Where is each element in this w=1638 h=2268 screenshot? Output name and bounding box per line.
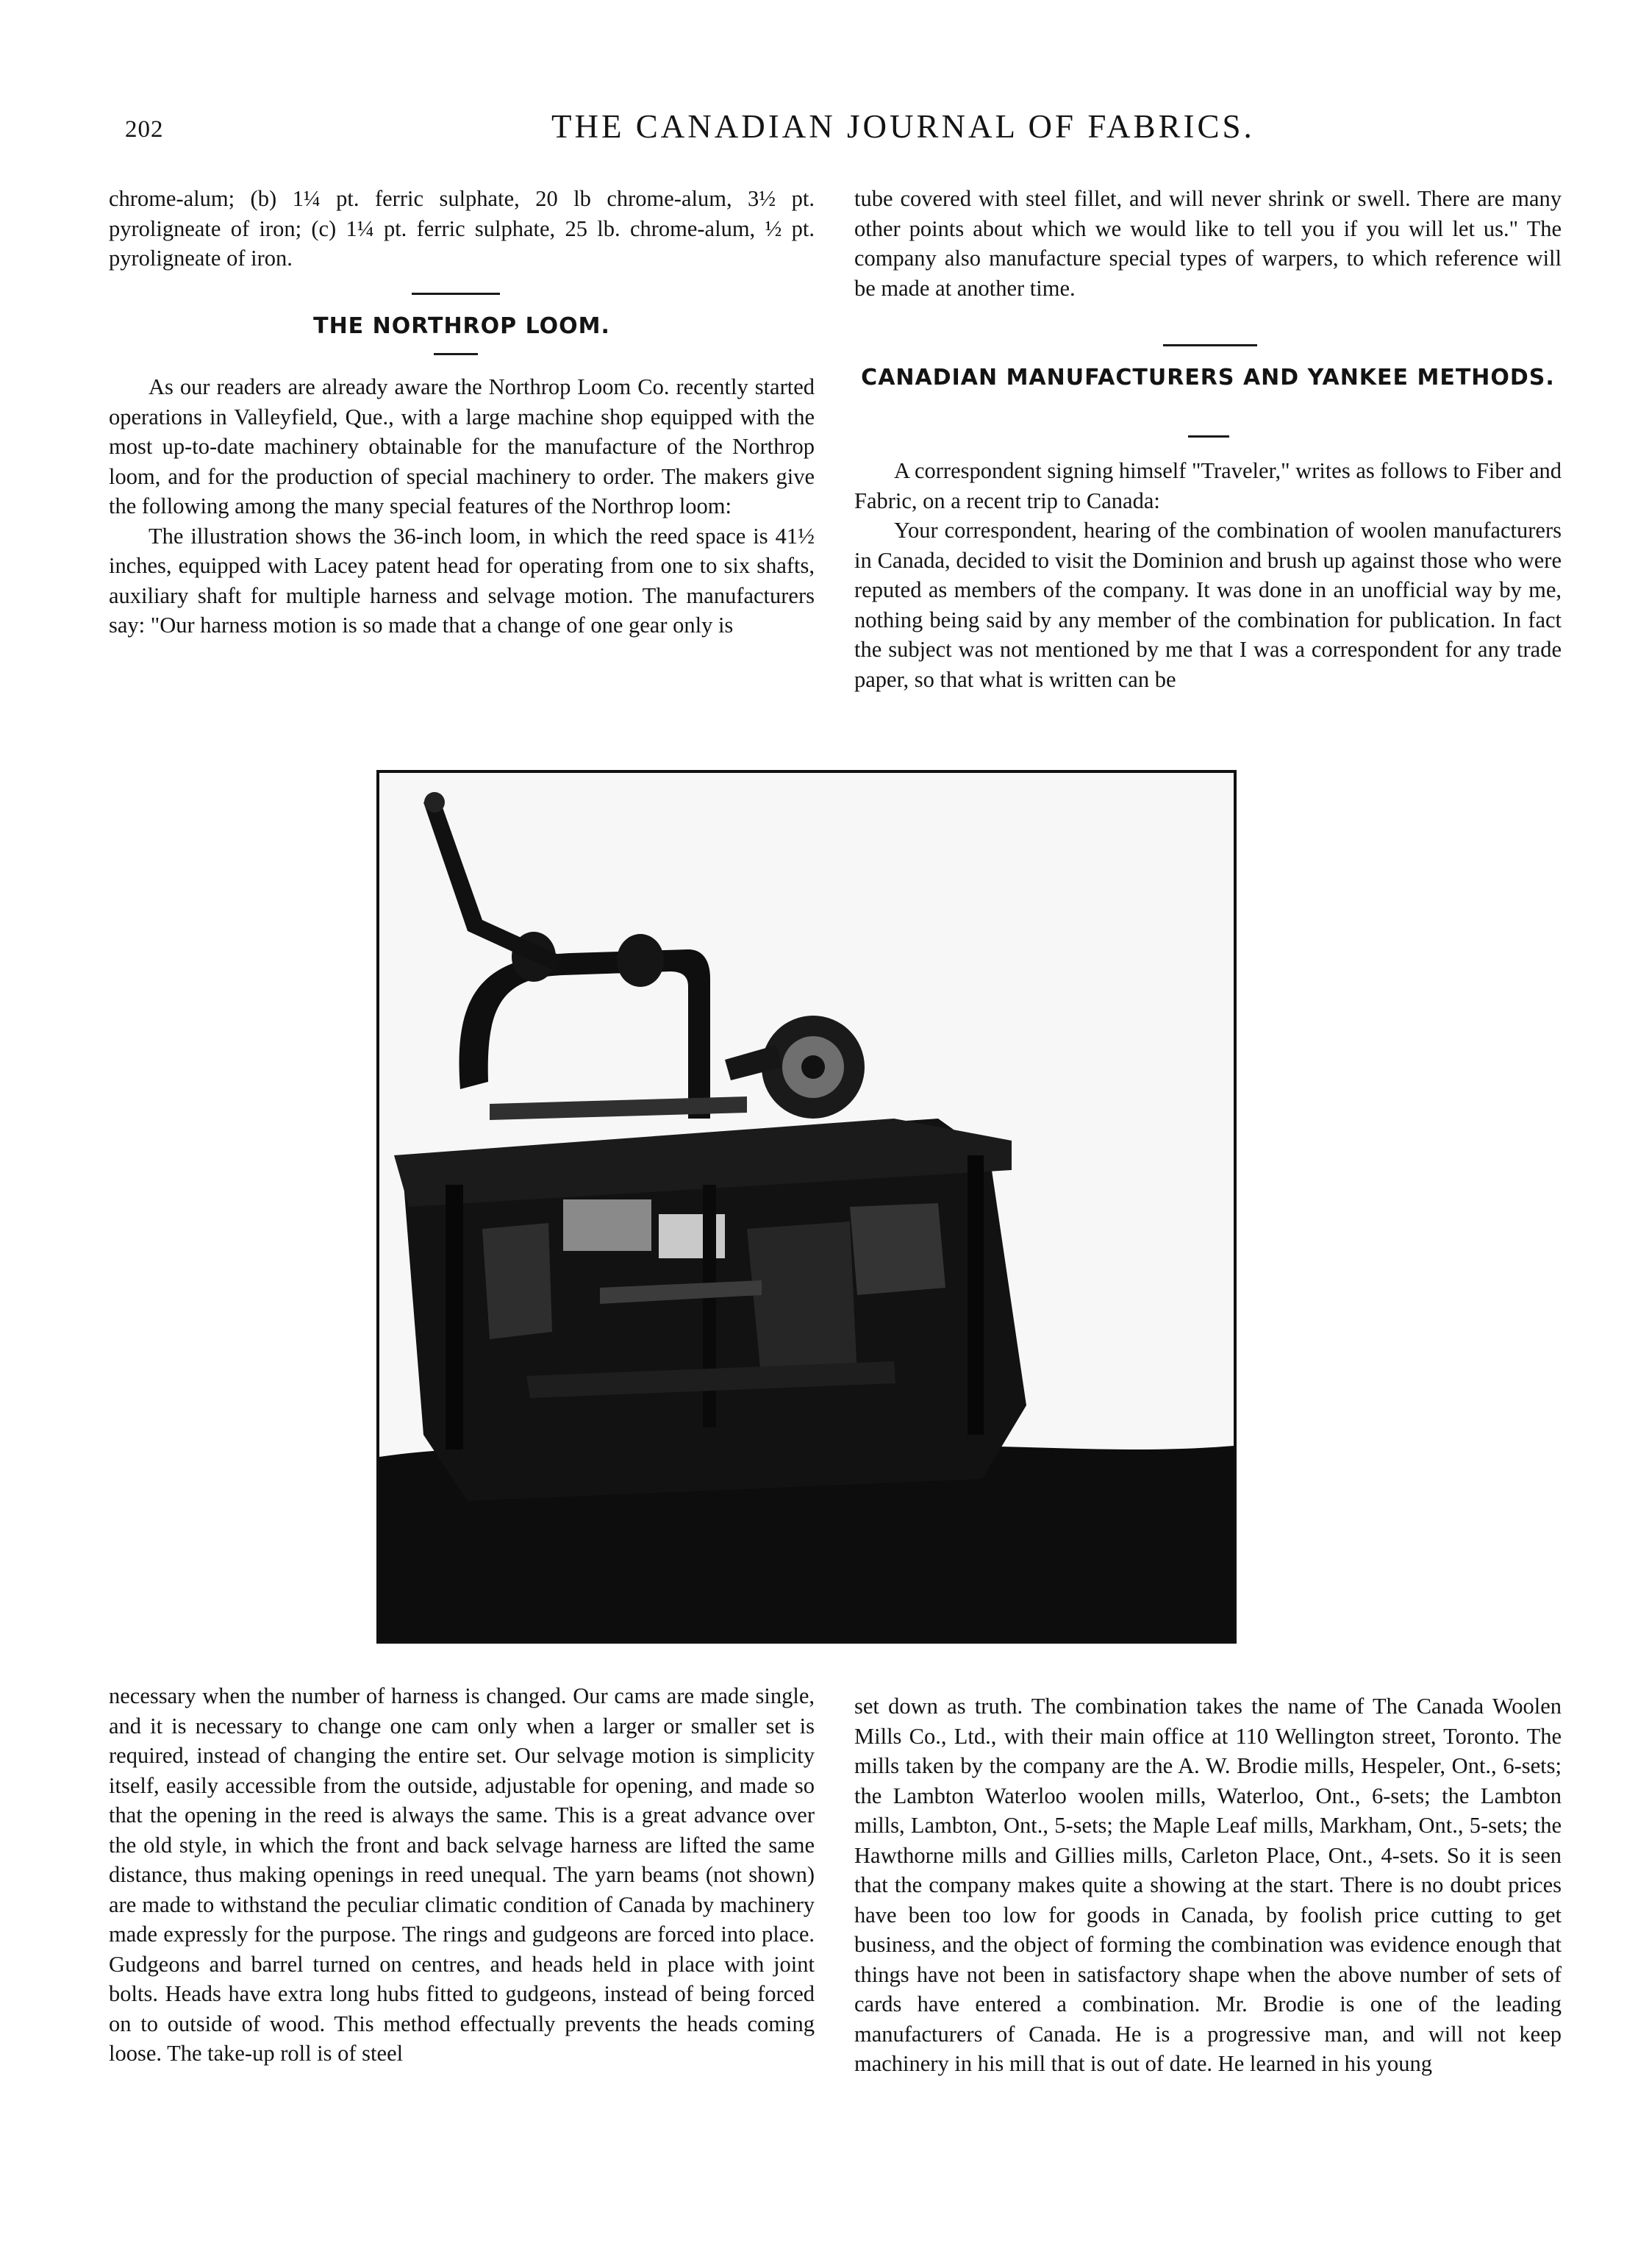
right-column-bottom (854, 1691, 1562, 2079)
loom-features-text: necessary when the number of harness is changed. Our cams are made single, and it is necessary to change one cam only when a larger or smaller set is required, instead of changing the entire set. Our selvage motion is simplicity itself, easily accessible from the outside, adjustable for opening, and made so that the opening in the reed is always the same. This is a great advance over the old style, in which the front and back selvage harness are lifted the same distance, thus making openings in reed unequal. The yarn beams (not shown) are made to withstand the peculiar climatic condition of Canada by machinery made expressly for the purpose. The rings and gudgeons are forced into place. Gudgeons and barrel turned on centres, and heads held in place with joint bolts. Heads have extra long hubs fitted to gudgeons, instead of being forced on to outside of wood. This method effectually prevents the heads coming loose. The take-up roll is of steel (109, 1683, 815, 2066)
article-paragraph: Your correspondent, hearing of the combination of woolen manufacturers in Canada, decided to visit the Dominion and brush up against those who were reputed as members of the company. It was done in an unofficial way by me, nothing being said by any member of the combination for publication. In fact the subject was not mentioned by me that I was a correspondent for any trade paper, so that what is written can be (854, 518, 1562, 692)
left-column-bottom (109, 1681, 815, 2069)
heading-underline (434, 353, 478, 355)
loom-continuation-text: tube covered with steel fillet, and will never shrink or swell. There are many other points about which we would like to tell you if you will let us." The company also manufacture special types of warpers, to which reference will be made at another time. (854, 186, 1562, 301)
loom-illustration-icon (379, 773, 1234, 1641)
right-column-top (854, 184, 1562, 303)
article-paragraph: A correspondent signing himself "Traveler," writes as follows to Fiber and Fabric, on a recent trip to Canada: (854, 458, 1562, 513)
northrop-loom-heading: THE NORTHROP LOOM. (313, 313, 610, 339)
loom-illustration (376, 770, 1237, 1644)
northrop-loom-article (109, 372, 815, 641)
article-paragraph: The illustration shows the 36-inch loom, in which the reed space is 41½ inches, equipped with Lacey patent head for operating from one to six shafts, auxiliary shaft for multiple harness and selvage motion. The manufacturers say: "Our harness motion is so made that a change of one gear only is (109, 523, 815, 638)
article-paragraph: As our readers are already aware the Northrop Loom Co. recently started operations in Valleyfield, Que., with a large machine shop equipped with the most up-to-date machinery obtainable for the manufacture of the Northrop loom, and for the production of special machinery to order. The makers give the following among the many special features of the Northrop loom: (109, 374, 815, 518)
heading-underline (1188, 435, 1229, 438)
canadian-manufacturers-heading: CANADIAN MANUFACTURERS AND YANKEE METHODS. (861, 365, 1555, 391)
page-number: 202 (125, 116, 164, 143)
canadian-manufacturers-article (854, 456, 1562, 694)
section-divider (412, 293, 500, 295)
left-column-top (109, 184, 815, 274)
woolen-mills-text: set down as truth. The combination takes the name of The Canada Woolen Mills Co., Ltd., with their main office at 110 Wellington street, Toronto. The mills taken by the company are the A. W. Brodie mills, Hespeler, Ont., 6-sets; the Lambton Waterloo woolen mills, Waterloo, Ont., 6-sets; the Lambton mills, Lambton, Ont., 5-sets; the Maple Leaf mills, Markham, Ont., 5-sets; the Hawthorne mills and Gillies mills, Carleton Place, Ont., 4-sets. So it is seen that the company makes quite a showing at the start. There is no doubt prices have been too low for goods in Canada, by foolish price cutting to get business, and the object of forming the combination was evidence enough that things have not been in satisfactory shape when the above number of sets of cards have entered a combination. Mr. Brodie is one of the leading manufacturers of Canada. He is a progressive man, and will not keep machinery in his mill that is out of date. He learned in his young (854, 1694, 1562, 2076)
section-divider (1163, 344, 1257, 346)
dye-recipe-text: chrome-alum; (b) 1¼ pt. ferric sulphate, 20 lb chrome-alum, 3½ pt. pyroligneate of iron; (c) 1¼ pt. ferric sulphate, 25 lb. chrome-alum, ½ pt. pyroligneate of iron. (109, 186, 815, 271)
journal-title: THE CANADIAN JOURNAL OF FABRICS. (551, 108, 1255, 145)
